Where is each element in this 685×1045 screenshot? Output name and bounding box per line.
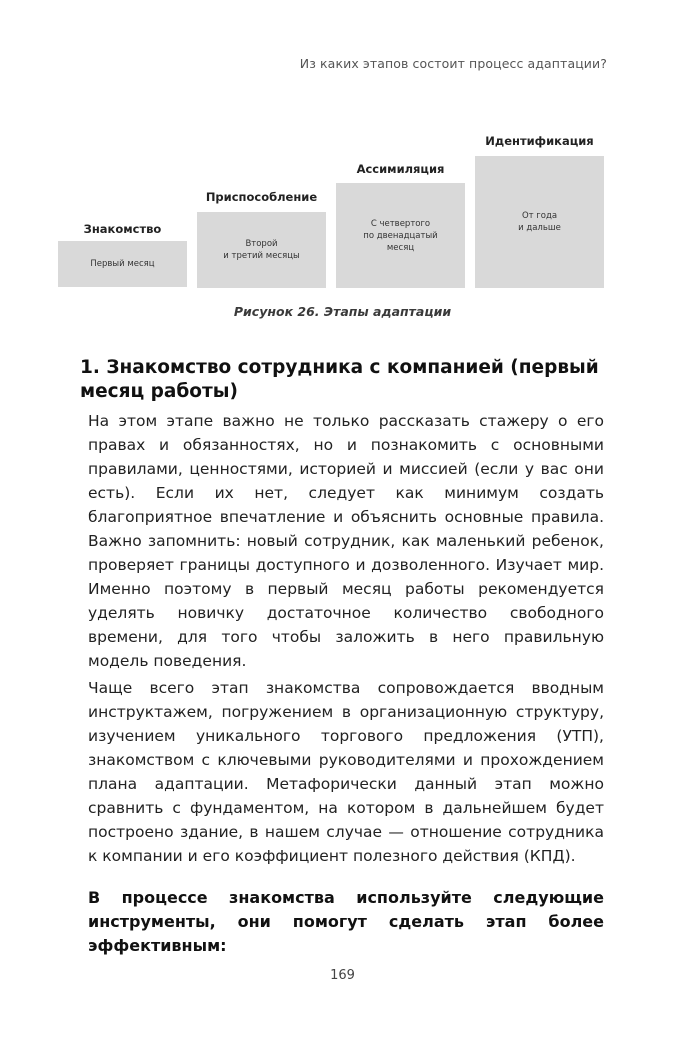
body-paragraph: Чаще всего этап знакомства сопровождается вводным инструктажем, погружением в организационную структуру, изучением уникального торгового предложения (УТП), знакомством с ключевыми руководителями и прохождением плана адаптации. Метафорически данный этап можно сравнить с фундаментом, на котором в дальнейшем будет построено здание, в нашем случае — отношение сотрудника к компании и его коэффициент полезного действия (КПД). [88,679,604,865]
stage-adjustment [197,188,326,288]
tools-lead-in: В процессе знакомства используйте следующие инструменты, они помогут сделать этап более эффективным: [88,888,604,955]
stage-box [475,156,604,288]
figure-caption: Рисунок 26. Этапы адаптации [233,304,452,319]
stage-period: С четвертого по двенадцатый месяц [363,218,438,253]
section-heading: 1. Знакомство сотрудника с компанией (первый месяц работы) [80,357,599,402]
stage-identification [475,132,604,288]
stage-title: Идентификация [485,134,594,148]
stage-box [197,212,326,288]
stage-box [58,241,187,287]
running-head: Из каких этапов состоит процесс адаптации? [299,56,607,71]
stage-period: От года и дальше [518,211,561,233]
stage-acquaintance [58,218,187,288]
stage-title: Приспособление [205,190,318,204]
stage-box [336,183,465,288]
stage-period: Второй и третий месяцы [223,239,300,261]
stage-assimilation [336,160,465,288]
stage-title: Ассимиляция [356,162,445,176]
page-number: 169 [330,968,355,983]
stage-title: Знакомство [83,222,162,236]
body-paragraph: На этом этапе важно не только рассказать стажеру о его правах и обязанностях, но и познакомить с основными правилами, ценностями, историей и миссией (если у вас они есть). Если их нет, следует как минимум создать благоприятное впечатление и объяснить основные правила. Важно запомнить: новый сотрудник, как маленький ребенок, проверяет границы доступного и дозволенного. Изучает мир. Именно поэтому в первый месяц работы рекомендуется уделять новичку достаточное количество свободного времени, для того чтобы заложить в него правильную модель поведения. [88,412,604,670]
stage-period: Первый месяц [90,259,155,269]
